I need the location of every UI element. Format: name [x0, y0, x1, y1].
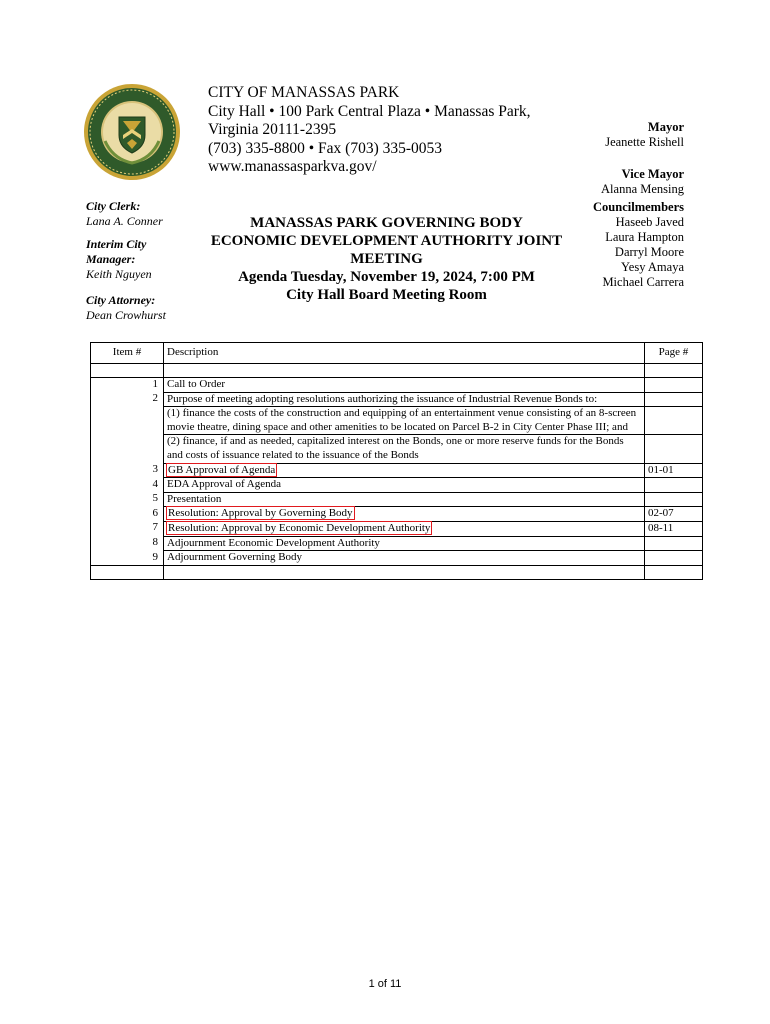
item-page — [645, 492, 703, 507]
table-row — [91, 551, 703, 566]
clerk-name: Lana A. Conner — [86, 214, 163, 228]
staff-column — [86, 199, 166, 323]
title-line-2: ECONOMIC DEVELOPMENT AUTHORITY JOINT — [210, 233, 563, 249]
table-row — [91, 463, 703, 478]
table-spacer-row — [91, 565, 703, 579]
highlighted-description: Resolution: Approval by Governing Body — [168, 507, 353, 520]
councilmember-name: Michael Carrera — [602, 275, 684, 289]
item-description: Adjournment Economic Development Authority — [164, 536, 645, 551]
attorney-name: Dean Crowhurst — [86, 308, 166, 322]
item-description: (2) finance, if and as needed, capitalized interest on the Bonds, one or more reserve funds for the Bonds and costs of issuance related to the issuance of the Bonds — [164, 435, 645, 463]
table-row — [91, 521, 703, 536]
item-page — [645, 435, 703, 463]
item-description: (1) finance the costs of the construction and equipping of an entertainment venue consisting of an 8-screen movie theatre, dining space and other amenities to be located on Parcel B-2 in City Center Phase III; and — [164, 407, 645, 435]
officials-column — [593, 120, 684, 290]
table-row — [91, 392, 703, 407]
item-page: 02-07 — [645, 507, 703, 522]
item-number — [91, 435, 164, 463]
item-description: EDA Approval of Agenda — [164, 478, 645, 493]
header-page: Page # — [645, 343, 703, 364]
address-line-2: Virginia 20111-2395 — [208, 121, 337, 138]
councilmember-name: Darryl Moore — [614, 245, 684, 259]
mayor-title: Mayor — [647, 120, 684, 134]
item-page — [645, 478, 703, 493]
table-row — [91, 507, 703, 522]
title-line-5: City Hall Board Meeting Room — [286, 287, 487, 303]
title-line-3: MEETING — [350, 251, 423, 267]
vice-mayor-name: Alanna Mensing — [601, 182, 684, 196]
item-number: 7 — [91, 521, 164, 536]
website-link[interactable]: www.manassasparkva.gov/ — [208, 158, 377, 175]
item-description: Adjournment Governing Body — [164, 551, 645, 566]
attorney-title: City Attorney: — [86, 293, 156, 307]
item-description: Call to Order — [164, 378, 645, 393]
item-description — [164, 463, 645, 478]
item-number: 4 — [91, 478, 164, 493]
item-number: 3 — [91, 463, 164, 478]
title-line-4: Agenda Tuesday, November 19, 2024, 7:00 PM — [238, 269, 535, 285]
phone-fax: (703) 335-8800 • Fax (703) 335-0053 — [208, 139, 443, 157]
header-item: Item # — [91, 343, 164, 364]
item-number: 1 — [91, 378, 164, 393]
councilmember-name: Laura Hampton — [605, 230, 684, 244]
item-page — [645, 378, 703, 393]
item-page — [645, 392, 703, 407]
agenda-table — [90, 342, 703, 580]
councilmembers-title: Councilmembers — [593, 200, 684, 214]
item-description: Purpose of meeting adopting resolutions authorizing the issuance of Industrial Revenue Bonds to: — [164, 392, 645, 407]
item-number: 8 — [91, 536, 164, 551]
table-row — [91, 435, 703, 463]
item-description — [164, 521, 645, 536]
table-header-row — [91, 343, 703, 364]
highlighted-description: GB Approval of Agenda — [168, 463, 276, 476]
item-number: 6 — [91, 507, 164, 522]
item-number — [91, 407, 164, 435]
clerk-title: City Clerk: — [86, 199, 141, 213]
table-row — [91, 378, 703, 393]
highlighted-description: Resolution: Approval by Economic Development Authority — [168, 521, 431, 534]
item-page — [645, 536, 703, 551]
header-description: Description — [164, 343, 645, 364]
mayor-name: Jeanette Rishell — [605, 135, 684, 149]
page-indicator: 1 of 11 — [368, 978, 402, 990]
item-number: 5 — [91, 492, 164, 507]
councilmember-name: Yesy Amaya — [621, 260, 684, 274]
item-number: 2 — [91, 392, 164, 407]
item-page: 08-11 — [645, 521, 703, 536]
item-description: Presentation — [164, 492, 645, 507]
item-page — [645, 551, 703, 566]
table-row — [91, 492, 703, 507]
manager-title: Interim City — [86, 237, 147, 251]
item-page: 01-01 — [645, 463, 703, 478]
address-line-1: City Hall • 100 Park Central Plaza • Manassas Park, — [208, 102, 531, 120]
table-row — [91, 478, 703, 493]
letterhead — [208, 84, 531, 177]
item-number: 9 — [91, 551, 164, 566]
manager-title-cont: Manager: — [86, 252, 136, 266]
city-seal-icon — [83, 83, 181, 181]
vice-mayor-title: Vice Mayor — [621, 167, 684, 181]
councilmember-name: Haseeb Javed — [615, 215, 684, 229]
title-line-1: MANASSAS PARK GOVERNING BODY — [250, 215, 523, 231]
table-spacer-row — [91, 364, 703, 378]
table-row — [91, 536, 703, 551]
table-row — [91, 407, 703, 435]
item-page — [645, 407, 703, 435]
city-name: CITY OF MANASSAS PARK — [208, 84, 400, 101]
item-description — [164, 507, 645, 522]
manager-name: Keith Nguyen — [86, 267, 152, 281]
meeting-title — [200, 214, 573, 304]
